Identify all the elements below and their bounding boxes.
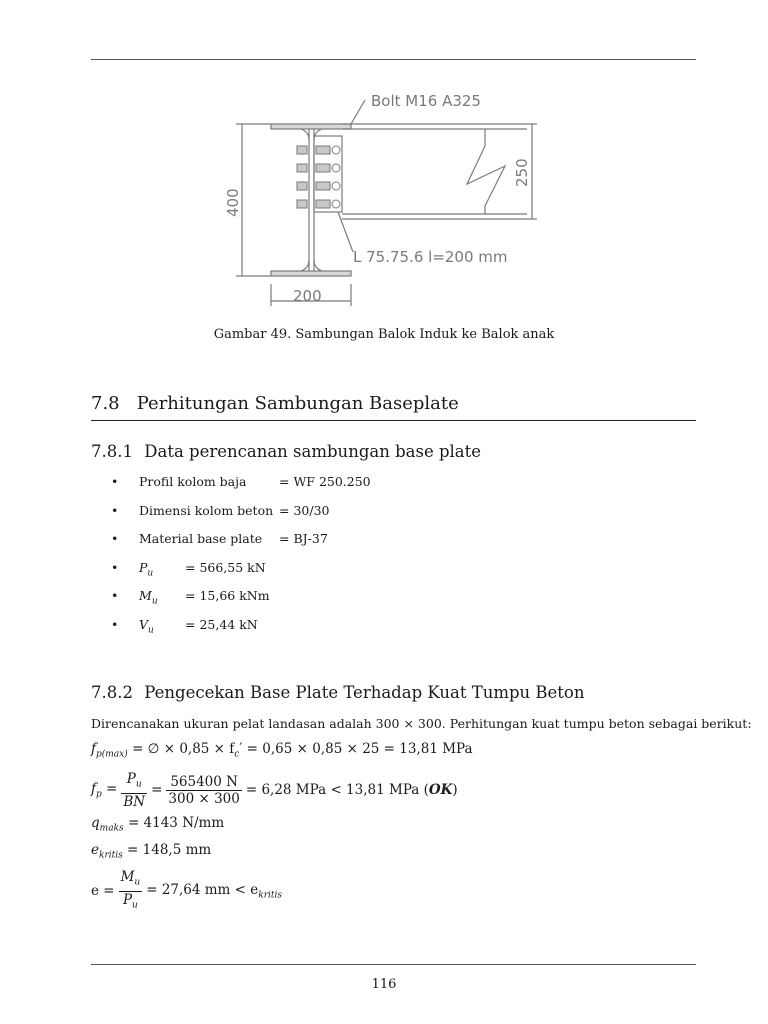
subsection-heading-2 — [91, 683, 584, 702]
item-value: = WF 250.250 — [279, 474, 371, 489]
bullet-icon: • — [111, 616, 119, 632]
connection-drawing — [205, 84, 565, 316]
item-symbol: $M_u$ — [139, 588, 158, 607]
item-value: = 566,55 kN — [185, 559, 266, 575]
equation-fp-max: $f_{p(max)}$ = ∅ × $0,85 \times f_c' = 0,65 \times 0,85 \times 25 = 13,81$ MPa — [91, 741, 473, 760]
item-symbol: $P_u$ — [139, 559, 154, 579]
subsection-number: 7.8.2 — [91, 683, 133, 702]
height-dimension: 400 — [224, 188, 242, 217]
subsection-title: Pengecekan Base Plate Terhadap Kuat Tumpu Beton — [144, 683, 585, 702]
equation-q-maks: $q_{maks} = 4143$ N/mm — [91, 815, 225, 834]
header-rule — [91, 59, 696, 60]
item-value: = BJ-37 — [279, 531, 328, 547]
bullet-icon: • — [111, 474, 119, 489]
figure-caption: Gambar 49. Sambungan Balok Induk ke Balok anak — [213, 327, 555, 342]
subsection-heading-1 — [91, 442, 481, 461]
section-title: Perhitungan Sambungan Baseplate — [136, 393, 459, 414]
section-heading — [91, 393, 696, 421]
angle-label: L 75.75.6 l=200 mm — [353, 248, 508, 266]
connection-drawing-svg — [205, 84, 565, 316]
body-paragraph: Direncanakan ukuran pelat landasan adalah 300 × 300. Perhitungan kuat tumpu beton sebagai berikut: — [91, 716, 752, 731]
fraction-values: $\frac{565400 N}{300 \times 300}$ — [168, 773, 240, 807]
subsection-title: Data perencanan sambungan base plate — [144, 442, 482, 461]
section-number: 7.8 — [91, 393, 120, 414]
item-label: Dimensi kolom beton — [139, 502, 274, 518]
bullet-icon: • — [111, 588, 119, 604]
bullet-icon: • — [111, 502, 119, 518]
equation-eccentricity: e = $\frac{M_u}{P_u}$ = 27,64 mm < $e_{kritis}$ — [91, 869, 282, 913]
subsection-number: 7.8.1 — [91, 442, 133, 461]
equation-e-kritis: $e_{kritis} = 148,5$ mm — [91, 842, 212, 861]
item-value: = 15,66 kNm — [185, 588, 270, 604]
equation-fp: $f_p$ = $\frac{P_u}{BN}$ = $\frac{565400 N}{300 \times 300}$ = 6,28 MPa < 13,81 MPa (OK) — [91, 771, 458, 810]
fraction-mu-pu: $\frac{M_u}{P_u}$ — [120, 869, 141, 911]
item-label: Profil kolom baja — [139, 474, 247, 489]
width-dimension: 200 — [293, 287, 322, 305]
fraction-pu-bn: $\frac{P_u}{BN}$ — [123, 771, 146, 810]
item-label: Material base plate — [139, 531, 263, 547]
beam-depth-dimension: 250 — [513, 158, 531, 187]
footer-rule — [91, 964, 696, 965]
bolt-group — [297, 146, 340, 208]
bolt-label: Bolt M16 A325 — [371, 92, 481, 110]
bullet-icon: • — [111, 559, 119, 575]
item-value: = 30/30 — [279, 502, 330, 518]
item-symbol: $V_u$ — [139, 616, 154, 636]
page-number: 116 — [371, 977, 397, 992]
item-value: = 25,44 kN — [185, 616, 258, 632]
bullet-icon: • — [111, 531, 119, 547]
